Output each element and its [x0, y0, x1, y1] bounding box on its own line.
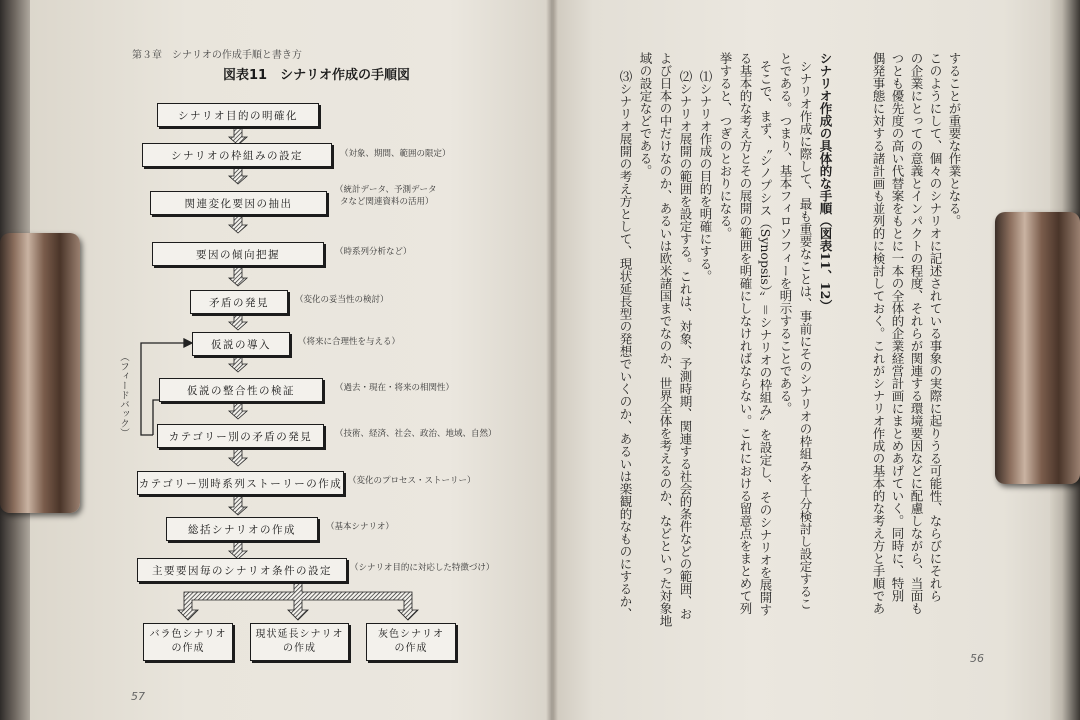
- text-column: このようにして、個々のシナリオに記述されている事象の実際に起りうる可能性、ならびにそれら: [928, 52, 943, 602]
- outcome-line: 灰色シナリオ: [378, 629, 444, 640]
- step-3-box: [150, 191, 327, 215]
- text-column: よび日本の中だけなのか、あるいは欧米諸国までなのか、世界全体を考えるのか、などといった対象地: [658, 52, 673, 627]
- step-4-box: [152, 242, 324, 266]
- outcome-gray-box: [366, 623, 456, 661]
- step-label: シナリオの枠組みの設定: [171, 149, 303, 162]
- step-label: 主要要因毎のシナリオ条件の設定: [152, 564, 332, 577]
- outcome-line: の作成: [283, 643, 316, 654]
- text-column: 域の設定などである。: [638, 52, 653, 177]
- chapter-header: 第３章 シナリオの作成手順と書き方: [132, 50, 302, 61]
- step-1-box: [157, 103, 319, 127]
- step-8-note: （技術、経済、社会、政治、地域、自然）: [335, 429, 497, 439]
- text-column: とである。つまり、基本フィロソフィーを明示することである。: [778, 52, 793, 415]
- page-number-right: 56: [970, 652, 984, 665]
- step-3-note-line1: （統計データ、予測データ: [335, 185, 437, 195]
- step-2-box: [142, 143, 332, 167]
- text-column: 偶発事態に対する諸計画も並列的に検討しておく。これがシナリオ作成の基本的な考え方と手順であ: [871, 52, 886, 615]
- step-10-note: （基本シナリオ）: [326, 522, 394, 532]
- step-7-note: （過去・現在・将来の相関性）: [335, 383, 455, 393]
- step-label: シナリオ目的の明確化: [178, 109, 298, 122]
- step-7-box: [159, 378, 323, 402]
- step-label: カテゴリー別の矛盾の発見: [168, 430, 313, 443]
- step-label: 仮説の整合性の検証: [187, 384, 295, 397]
- step-5-box: [190, 290, 288, 314]
- step-11-note: （シナリオ目的に対応した特徴づけ）: [350, 563, 495, 573]
- outcome-line: の作成: [394, 643, 428, 654]
- page-clip-left: [0, 233, 80, 513]
- outcome-rosy-box: [143, 623, 233, 661]
- text-column: る基本的な考え方とその展開の範囲を明確にしなければならない。これにおける留意点をまとめて列: [738, 52, 753, 615]
- text-column: の企業にとっての意義とインパクトの程度、それらが関連する環境要因などに配慮しながら、当面も: [909, 52, 924, 615]
- branch-arrows: [178, 583, 418, 620]
- outcome-line: バラ色シナリオ: [149, 629, 227, 640]
- step-8-box: [157, 424, 324, 448]
- section-heading: シナリオ作成の具体的な手順（図表11、12）: [818, 52, 833, 312]
- text-column: 挙すると、つぎのとおりになる。: [718, 52, 733, 240]
- text-column: そこで、まず、〝シノプシス（Synopsis）〟＝シナリオの枠組み〟を設定し、そのシナリオを展開す: [758, 60, 773, 617]
- text-column: ⑵シナリオ展開の範囲を設定する。これは、対象、予測時期、関連する社会的条件などの範囲、お: [678, 70, 693, 620]
- step-5-note: （変化の妥当性の検討）: [295, 295, 389, 305]
- step-10-box: [166, 517, 318, 541]
- text-column: ⑶シナリオ展開の考え方として、現状延長型の発想でいくのか、あるいは楽観的なものにするか、: [618, 70, 633, 620]
- step-label: 仮説の導入: [211, 338, 271, 351]
- text-column: つとも優先度の高い代替案をもとに一本の全体的企業経営計画にまとめあげていく。同時に、特別: [890, 52, 905, 602]
- text-column: することが重要な作業となる。: [947, 52, 962, 227]
- step-3-note-line2: タなど関連資料の活用）: [340, 197, 434, 207]
- step-6-note: （将来に合理性を与える）: [298, 337, 401, 347]
- figure-title: 図表11 シナリオ作成の手順図: [223, 68, 410, 83]
- step-2-note: （対象、期間、範囲の限定）: [340, 149, 451, 159]
- text-column: シナリオ作成に際して、最も重要なことは、事前にそのシナリオの枠組みを十分検討し設定するこ: [798, 60, 813, 610]
- step-label: 総括シナリオの作成: [188, 523, 296, 536]
- feedback-label: （フィードバック）: [118, 352, 129, 438]
- page-number-left: 57: [131, 690, 145, 703]
- step-label: カテゴリー別時系列ストーリーの作成: [138, 477, 343, 490]
- text-column: ⑴シナリオ作成の目的を明確にする。: [698, 70, 713, 283]
- step-label: 関連変化要因の抽出: [184, 197, 293, 210]
- step-11-box: [137, 558, 347, 582]
- outcome-line: の作成: [171, 643, 205, 654]
- step-9-box: [137, 471, 344, 495]
- step-label: 要因の傾向把握: [196, 248, 280, 261]
- step-4-note: （時系列分析など）: [335, 247, 412, 257]
- outcome-line: 現状延長シナリオ: [255, 629, 344, 640]
- outcome-status-quo-box: [250, 623, 349, 661]
- step-label: 矛盾の発見: [209, 296, 269, 309]
- step-6-box: [192, 332, 290, 356]
- page-clip-right: [995, 212, 1080, 484]
- step-9-note: （変化のプロセス・ストーリー）: [348, 476, 476, 486]
